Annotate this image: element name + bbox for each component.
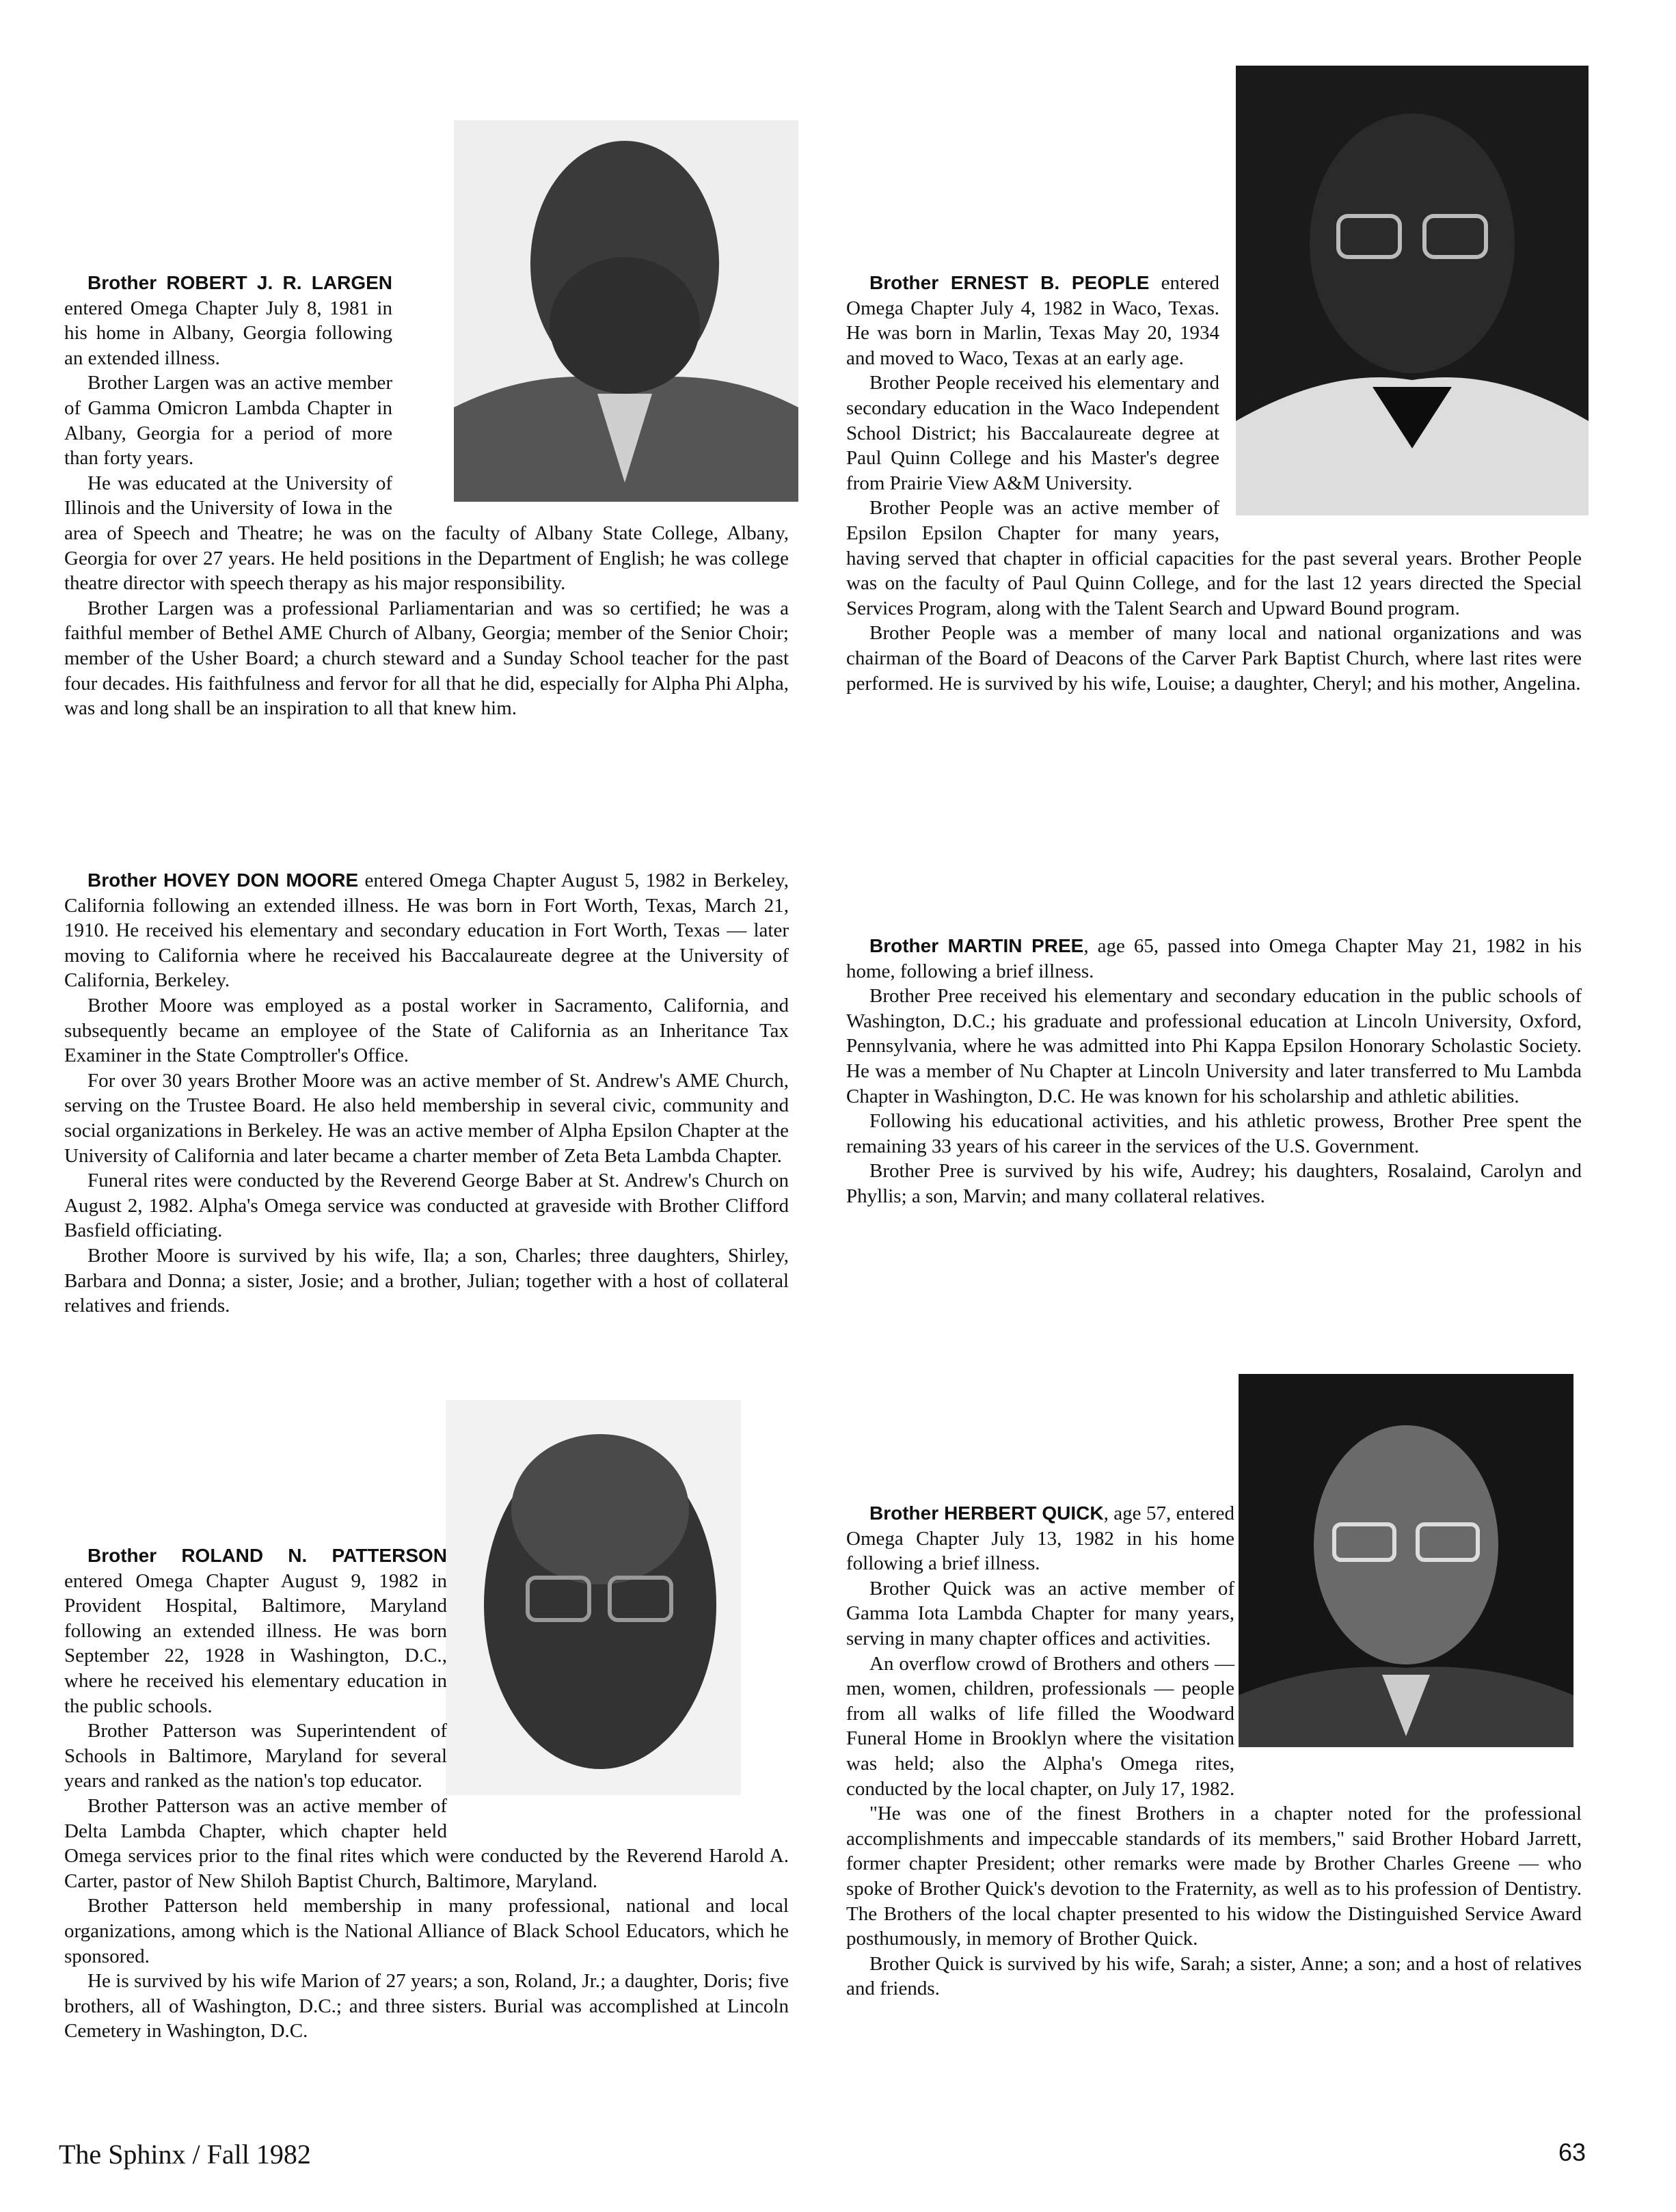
obituary-paragraph: Following his educational activities, and his athletic prowess, Brother Pree spent the remaining 33 years of his career in the services of the U.S. Government. bbox=[846, 1110, 1582, 1157]
obituary-moore bbox=[64, 868, 789, 1319]
obituary-paragraph: Brother Moore was employed as a postal worker in Sacramento, California, and subsequently became an employee of the State of California as an Inheritance Tax Examiner in the State Comptroller's Office. bbox=[64, 994, 789, 1067]
obituary-paragraph: Brother HERBERT QUICK, age 57, entered Omega Chapter July 13, 1982 in his home following a brief illness. bbox=[846, 1502, 1234, 1575]
obituary-paragraph: Brother Pree received his elementary and secondary education in the public schools of Washington, D.C.; his graduate and professional education at Lincoln University, Oxford, Pennsylvania, where he was admitted into Phi Kappa Epsilon Honorary Scholastic Society. He was a member of Nu Chapter at Lincoln University and later transferred to Mu Lambda Chapter in Washington, D.C. He was known for his scholarship and athletic abilities. bbox=[846, 985, 1582, 1107]
obituary-paragraph: Brother Moore is survived by his wife, Ila; a son, Charles; three daughters, Shirley, Barbara and Donna; a sister, Josie; and a brother, Julian; together with a host of collateral relatives and friends. bbox=[64, 1244, 789, 1317]
footer-page-number: 63 bbox=[1558, 2138, 1586, 2166]
obituary-name: Brother ERNEST B. PEOPLE bbox=[869, 272, 1150, 293]
obituary-paragraph: He was educated at the University of Illinois and the University of Iowa in the area of Speech and Theatre; he was on the faculty of Albany State College, Albany, Georgia for over 27 years. He held positions in the Department of English; he was college theatre director with speech therapy as his major responsibility. bbox=[64, 472, 789, 595]
obituary-paragraph: Brother ROBERT J. R. LARGEN entered Omega Chapter July 8, 1981 in his home in Albany, Georgia following an extended illness. bbox=[64, 272, 392, 369]
obituary-people bbox=[846, 271, 1582, 696]
obituary-paragraph: Brother Patterson held membership in many professional, national and local organizations, among which is the National Alliance of Black School Educators, which he sponsored. bbox=[64, 1895, 789, 1967]
obituary-paragraph: An overflow crowd of Brothers and others — men, women, children, professionals — people from all walks of life filled the Woodward Funeral Home in Brooklyn where the visitation was held; also the Alpha's Omega rites, conducted by the local chapter, on July 17, 1982. bbox=[846, 1652, 1235, 1800]
obituary-largen bbox=[64, 271, 789, 721]
obituary-paragraph: Brother Patterson was Superintendent of Schools in Baltimore, Maryland for several years and ranked as the nation's top educator. bbox=[64, 1720, 447, 1792]
obituary-name: Brother ROBERT J. R. LARGEN bbox=[87, 272, 392, 293]
obituary-paragraph: Brother ERNEST B. PEOPLE entered Omega Chapter July 4, 1982 in Waco, Texas. He was born in Marlin, Texas May 20, 1934 and moved to Waco, Texas at an early age. bbox=[846, 272, 1219, 369]
obituary-patterson bbox=[64, 1543, 789, 2044]
photo-spacer bbox=[1219, 271, 1582, 544]
obituary-paragraph: Brother Quick is survived by his wife, Sarah; a sister, Anne; a son; and a host of relatives and friends. bbox=[846, 1952, 1582, 2000]
obituary-paragraph: "He was one of the finest Brothers in a chapter noted for the professional accomplishments and impeccable standards of its members," said Brother Hobard Jarrett, former chapter President; other remarks were made by Brother Charles Greene — who spoke of Brother Quick's devotion to the Fraternity, as well as to his profession of Dentistry. The Brothers of the local chapter presented to his widow the Distinguished Service Award posthumously, in memory of Brother Quick. bbox=[846, 1803, 1582, 1950]
photo-spacer bbox=[392, 271, 789, 514]
obituary-paragraph: For over 30 years Brother Moore was an active member of St. Andrew's AME Church, serving on the Trustee Board. He also held membership in several civic, community and social organizations in Berkeley. He was an active member of Alpha Epsilon Chapter at the University of California and later became a charter member of Zeta Beta Lambda Chapter. bbox=[64, 1069, 789, 1167]
obituary-paragraph: Brother MARTIN PREE, age 65, passed into Omega Chapter May 21, 1982 in his home, following a brief illness. bbox=[846, 935, 1582, 982]
footer-publication: The Sphinx / Fall 1982 bbox=[59, 2139, 311, 2170]
obituary-paragraph: Funeral rites were conducted by the Reverend George Baber at St. Andrew's Church on August 2, 1982. Alpha's Omega service was conducted at graveside with Brother Clifford Basfield officiating. bbox=[64, 1170, 789, 1242]
obituary-quick bbox=[846, 1501, 1582, 2001]
obituary-paragraph: Brother Largen was a professional Parliamentarian and was so certified; he was a faithful member of Bethel AME Church of Albany, Georgia; member of the Senior Choir; member of the Usher Board; a church steward and a Sunday School teacher for the past four decades. His faithfulness and fervor for all that he did, especially for Alpha Phi Alpha, was and long shall be an inspiration to all that knew him. bbox=[64, 597, 789, 720]
photo-spacer bbox=[1234, 1501, 1582, 1775]
obituary-paragraph: Brother People received his elementary and secondary education in the Waco Independent School District; his Baccalaureate degree at Paul Quinn College and his Master's degree from Prairie View A&M University. bbox=[846, 372, 1219, 494]
obituary-paragraph: Brother People was an active member of Epsilon Epsilon Chapter for many years, having served that chapter in official capacities for the past several years. Brother People was on the faculty of Paul Quinn College, and for the last 12 years directed the Special Services Program, along with the Talent Search and Upward Bound program. bbox=[846, 497, 1582, 619]
obituary-name: Brother ROLAND N. PATTERSON bbox=[87, 1545, 447, 1566]
obituary-paragraph: Brother HOVEY DON MOORE entered Omega Chapter August 5, 1982 in Berkeley, California following an extended illness. He was born in Fort Worth, Texas, March 21, 1910. He received his elementary and secondary education in Fort Worth, Texas — later moving to California where he received his Baccalaureate degree at the University of California, Berkeley. bbox=[64, 869, 789, 992]
obituary-name: Brother HERBERT QUICK bbox=[869, 1502, 1104, 1524]
obituary-paragraph: Brother Quick was an active member of Gamma Iota Lambda Chapter for many years, serving in many chapter offices and activities. bbox=[846, 1577, 1234, 1649]
obituary-paragraph: Brother ROLAND N. PATTERSON entered Omega Chapter August 9, 1982 in Provident Hospital, Baltimore, Maryland following an extended illness. He was born September 22, 1928 in Washington, D.C., where he received his elementary education in the public schools. bbox=[64, 1545, 447, 1717]
obituary-paragraph: Brother People was a member of many local and national organizations and was chairman of the Board of Deacons of the Carver Park Baptist Church, where last rites were performed. He is survived by his wife, Louise; a daughter, Cheryl; and his mother, Angelina. bbox=[846, 622, 1582, 694]
obituary-paragraph: He is survived by his wife Marion of 27 years; a son, Roland, Jr.; a daughter, Doris; five brothers, all of Washington, D.C.; and three sisters. Burial was accomplished at Lincoln Cemetery in Washington, D.C. bbox=[64, 1970, 789, 2042]
obituary-paragraph: Brother Largen was an active member of Gamma Omicron Lambda Chapter in Albany, Georgia for a period of more than forty years. bbox=[64, 372, 392, 470]
obituary-name: Brother HOVEY DON MOORE bbox=[87, 869, 359, 891]
obituary-paragraph: Brother Pree is survived by his wife, Audrey; his daughters, Rosalaind, Carolyn and Phyllis; a son, Marvin; and many collateral relatives. bbox=[846, 1160, 1582, 1207]
photo-spacer bbox=[447, 1543, 789, 1824]
obituary-pree bbox=[846, 934, 1582, 1209]
obituary-paragraph: Brother Patterson was an active member of Delta Lambda Chapter, which chapter held Omega services prior to the final rites which were conducted by the Reverend Harold A. Carter, pastor of New Shiloh Baptist Church, Baltimore, Maryland. bbox=[64, 1794, 789, 1892]
obituary-name: Brother MARTIN PREE bbox=[869, 935, 1084, 956]
